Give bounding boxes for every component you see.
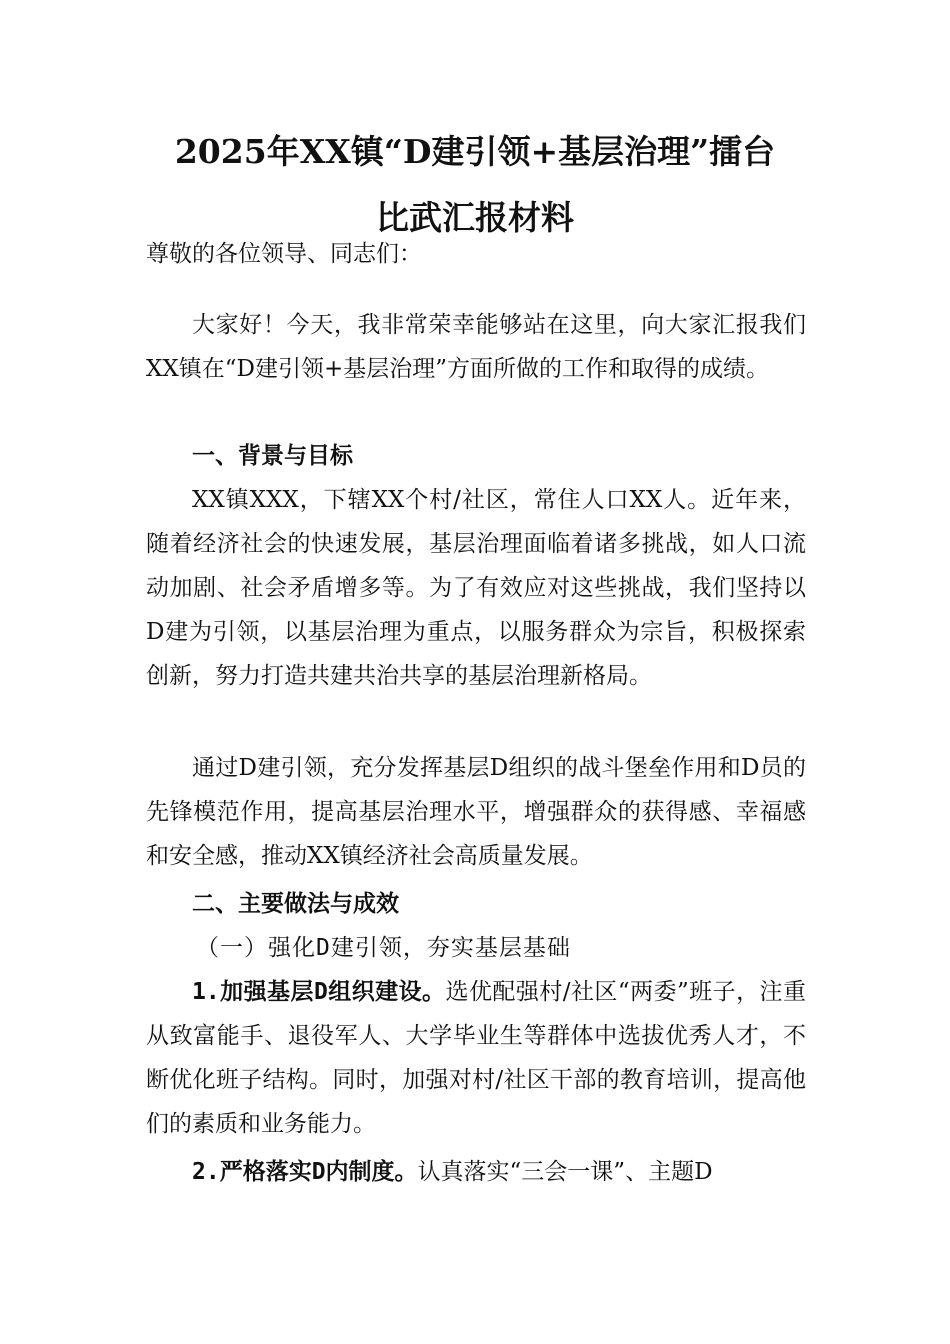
section1-paragraph2: 通过D建引领，充分发挥基层D组织的战斗堡垒作用和D员的先锋模范作用，提高基层治理水平，增强群众的获得感、幸福感和安全感，推动XX镇经济社会高质量发展。 xyxy=(146,755,806,869)
item2-paragraph xyxy=(146,1150,806,1194)
item2-text: 认真落实“三会一课”、主题D xyxy=(417,1159,713,1185)
section2-heading: 二、主要做法与成效 xyxy=(192,891,399,917)
document-title-line2: 比武汇报材料 xyxy=(376,198,574,237)
subsection1-heading: （一）强化D建引领，夯实基层基础 xyxy=(196,935,571,961)
item2-title: 2.严格落实D内制度。 xyxy=(192,1159,418,1185)
section1-heading: 一、背景与目标 xyxy=(192,443,353,469)
item1-title: 1.加强基层D组织建设。 xyxy=(192,979,446,1005)
item1-text: 选优配强村/社区“两委”班子，注重从致富能手、退役军人、大学毕业生等群体中选拔优秀人才，不断优化班子结构。同时，加强对村/社区干部的教育培训，提高他们的素质和业务能力。 xyxy=(146,979,807,1137)
item1-paragraph xyxy=(146,970,806,1146)
section1-paragraph1: XX镇XXX，下辖XX个村/社区，常住人口XX人。近年来，随着经济社会的快速发展，基层治理面临着诸多挑战，如人口流动加剧、社会矛盾增多等。为了有效应对这些挑战，我们坚持以D建为引领，以基层治理为重点，以服务群众为宗旨，积极探索创新，努力打造共建共治共享的基层治理新格局。 xyxy=(146,487,806,689)
document-title-line1: 2025年XX镇“D建引领+基层治理”擂台 xyxy=(174,132,776,171)
intro-paragraph: 大家好！今天，我非常荣幸能够站在这里，向大家汇报我们XX镇在“D建引领+基层治理”方面所做的工作和取得的成绩。 xyxy=(146,312,806,382)
salutation: 尊敬的各位领导、同志们： xyxy=(146,241,422,267)
